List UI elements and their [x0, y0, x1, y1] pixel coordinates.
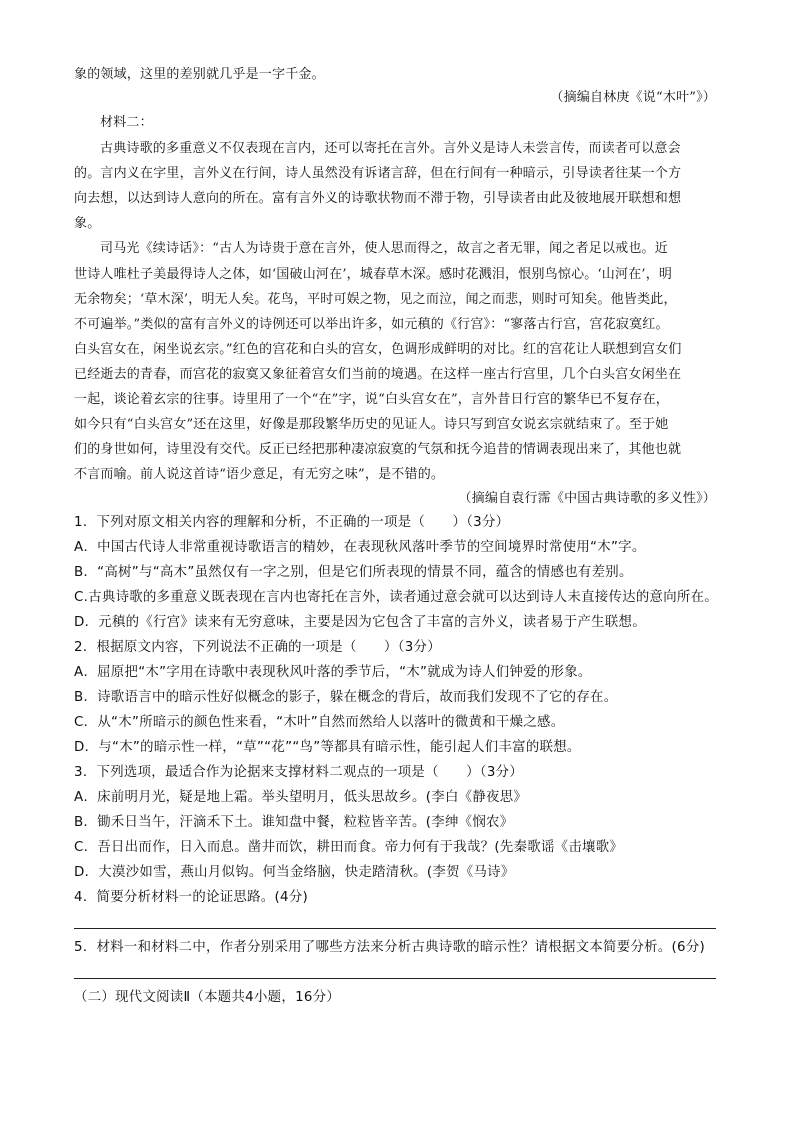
passage-line: 们的身世如何，诗里没有交代。反正已经把那种凄凉寂寞的气氛和抚今追昔的情调表现出来了，其他也就: [74, 442, 682, 457]
passage-line: 象的领域，这里的差别就几乎是一字千金。: [74, 67, 325, 82]
option-c: C．从“木”所暗示的颜色性来看，“木叶”自然而然给人以落叶的微黄和干燥之感。: [74, 715, 565, 730]
source-attribution: （摘编自袁行霈《中国古典诗歌的多义性》）: [458, 491, 716, 506]
passage-line: 向去想，以达到诗人意向的所在。富有言外义的诗歌状物而不滞于物，引导读者由此及彼地展开联想和想: [74, 191, 682, 206]
passage-line: 的。言内义在字里，言外义在行间，诗人虽然没有诉诸言辞，但在行间有一种暗示，引导读者往某一个方: [74, 166, 682, 181]
passage-line: 不言而喻。前人说这首诗“语少意足，有无穷之味”，是不错的。: [74, 467, 445, 482]
question-stem: 2．根据原文内容，下列说法不正确的一项是（ ）（3分）: [74, 640, 441, 655]
passage-line: 如今只有“白头宫女”还在这里，好像是那段繁华历史的见证人。诗只写到宫女说玄宗就结束了。至于她: [74, 417, 669, 432]
passage-line: 象。: [74, 216, 101, 231]
source-attribution: （摘编自林庚《说“木叶”》）: [550, 90, 716, 105]
passage-line: 一起，谈论着玄宗的往事。诗里用了一个“在”字，说“白头宫女在”，言外昔日行宫的繁华已不复存在，: [74, 392, 669, 407]
option-d: D．大漠沙如雪，燕山月似钩。何当金络脑，快走踏清秋。(李贺《马诗》: [74, 865, 515, 880]
option-b: B．诗歌语言中的暗示性好似概念的影子，躲在概念的背后，故而我们发现不了它的存在。: [74, 690, 618, 705]
passage-line: 司马光《续诗话》：“古人为诗贵于意在言外，使人思而得之，故言之者无罪，闻之者足以戒也。近: [100, 241, 668, 256]
passage-line: 世诗人唯杜子美最得诗人之体，如‘国破山河在’，城春草木深。感时花溅泪，恨别鸟惊心。‘山河在’，明: [74, 267, 673, 282]
option-b: B．锄禾日当午，汗滴禾下土。谁知盘中餐，粒粒皆辛苦。(李绅《悯农》: [74, 815, 514, 830]
option-d: D．元稹的《行宫》读来有无穷意味，主要是因为它包含了丰富的言外义，读者易于产生联想。: [74, 615, 646, 630]
question-stem: 1．下列对原文相关内容的理解和分析，不正确的一项是（ ）（3分）: [74, 515, 510, 530]
option-a: A．中国古代诗人非常重视诗歌语言的精妙，在表现秋风落叶季节的空间境界时常使用“木”字。: [74, 540, 646, 555]
passage-line: 无余物矣；‘草木深’，明无人矣。花鸟，平时可娱之物，见之而泣，闻之而悲，则时可知矣。他皆类此，: [74, 292, 677, 307]
option-d: D．与“木”的暗示性一样，“草”“花”“鸟”等都具有暗示性，能引起人们丰富的联想。: [74, 740, 581, 755]
answer-line: [74, 928, 716, 929]
question-stem: 4．简要分析材料一的论证思路。(4分): [74, 890, 309, 905]
question-stem: 5．材料一和材料二中，作者分别采用了哪些方法来分析古典诗歌的暗示性？请根据文本简要分析。(6分): [74, 940, 706, 955]
passage-line: 白头宫女在，闲坐说玄宗。”红色的宫花和白头的宫女，色调形成鲜明的对比。红的宫花让人联想到宫女们: [74, 342, 682, 357]
option-b: B．“高树”与“高木”虽然仅有一字之别，但是它们所表现的情景不同，蕴含的情感也有差别。: [74, 565, 633, 580]
passage-line: 古典诗歌的多重意义不仅表现在言内，还可以寄托在言外。言外义是诗人未尝言传，而读者可以意会: [100, 141, 681, 156]
material-heading: 材料二：: [100, 115, 153, 130]
option-c: C．吾日出而作，日入而息。凿井而饮，耕田而食。帝力何有于我哉？(先秦歌谣《击壤歌》: [74, 840, 624, 855]
option-a: A．床前明月光，疑是地上霜。举头望明月，低头思故乡。(李白《静夜思》: [74, 790, 528, 805]
section-heading: （二）现代文阅读Ⅱ（本题共4小题，16分）: [74, 990, 341, 1005]
option-c: C.古典诗歌的多重意义既表现在言内也寄托在言外，读者通过意会就可以达到诗人未直接传达的意向所在。: [74, 590, 718, 605]
passage-line: 不可遍举。”类似的富有言外义的诗例还可以举出许多，如元稹的《行宫》：“寥落古行宫，宫花寂寞红。: [74, 317, 669, 332]
passage-line: 已经逝去的青春，而宫花的寂寞又象征着宫女们当前的境遇。在这样一座古行宫里，几个白头宫女闲坐在: [74, 367, 682, 382]
answer-line: [74, 978, 716, 979]
question-stem: 3．下列选项，最适合作为论据来支撑材料二观点的一项是（ ）（3分）: [74, 765, 524, 780]
option-a: A．屈原把“木”字用在诗歌中表现秋风叶落的季节后，“木”就成为诗人们钟爱的形象。: [74, 665, 592, 680]
